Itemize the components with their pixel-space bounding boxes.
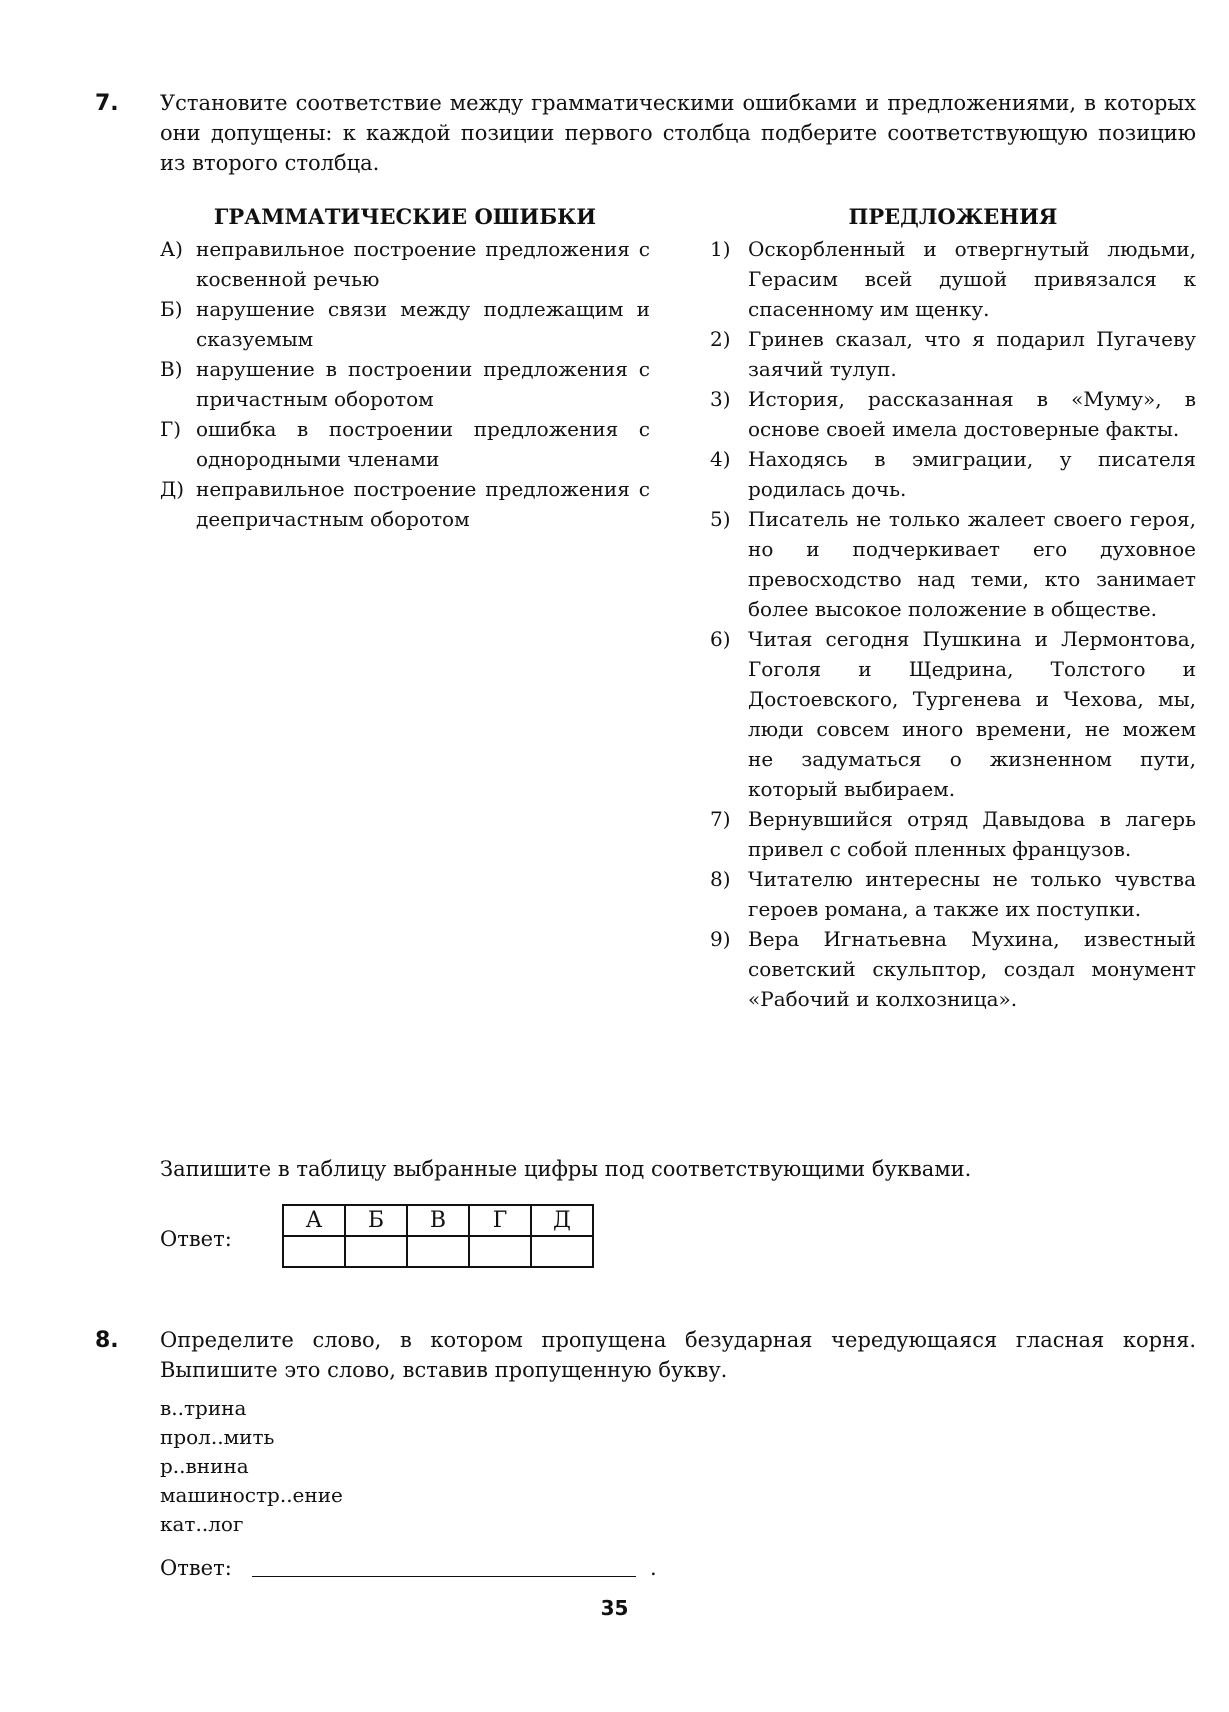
answer-table-header: Б: [345, 1205, 407, 1236]
sentence-text: Читателю интересны не только чувства героев романа, а также их поступки.: [748, 867, 1196, 921]
answer-line[interactable]: [252, 1576, 636, 1577]
sentence-label: 8): [710, 867, 731, 891]
sentence-item: [710, 864, 1196, 924]
answer-cell[interactable]: [407, 1236, 469, 1267]
task8-instruction: Определите слово, в котором пропущена безударная чередующаяся гласная корня. Выпишите это слово, вставив пропущенную букву.: [160, 1328, 1196, 1382]
task7-number: 7.: [95, 91, 119, 116]
answer-table-header: Д: [531, 1205, 593, 1236]
error-label: Д): [160, 477, 185, 501]
error-text: неправильное построение предложения с деепричастным оборотом: [196, 477, 650, 531]
sentence-item: [710, 804, 1196, 864]
answer-table-header: А: [283, 1205, 345, 1236]
sentence-label: 6): [710, 627, 731, 651]
answer-table-header-row: [283, 1205, 593, 1236]
error-label: Г): [160, 417, 182, 441]
sentence-text: Находясь в эмиграции, у писателя родилась дочь.: [748, 447, 1196, 501]
sentence-item: [710, 324, 1196, 384]
sentence-label: 1): [710, 237, 731, 261]
sentence-label: 5): [710, 507, 731, 531]
error-text: нарушение связи между подлежащим и сказуемым: [196, 297, 650, 351]
sentence-text: История, рассказанная в «Муму», в основе своей имела достоверные факты.: [748, 387, 1196, 441]
task8-answer-label: Ответ:: [160, 1556, 232, 1580]
sentence-item: [710, 624, 1196, 804]
sentence-item: [710, 384, 1196, 444]
word-item: машиностр..ение: [160, 1483, 343, 1507]
word-item: в..трина: [160, 1396, 247, 1420]
sentence-item: [710, 234, 1196, 324]
answer-end-period: .: [650, 1556, 657, 1580]
answer-cell[interactable]: [469, 1236, 531, 1267]
sentence-label: 7): [710, 807, 731, 831]
error-item: [160, 294, 650, 354]
sentence-label: 9): [710, 927, 731, 951]
errors-list: [160, 234, 650, 534]
sentence-label: 4): [710, 447, 731, 471]
error-item: [160, 354, 650, 414]
task8-number: 8.: [95, 1328, 119, 1353]
error-text: неправильное построение предложения с косвенной речью: [196, 237, 650, 291]
sentence-label: 3): [710, 387, 731, 411]
sentence-text: Гринев сказал, что я подарил Пугачеву заячий тулуп.: [748, 327, 1196, 381]
task7-instruction: Установите соответствие между грамматическими ошибками и предложениями, в которых они допущены: к каждой позиции первого столбца подберите соответствующую позицию из второго столбца.: [160, 91, 1196, 175]
error-label: В): [160, 357, 183, 381]
sentence-item: [710, 444, 1196, 504]
sentence-text: Вера Игнатьевна Мухина, известный советский скульптор, создал монумент «Рабочий и колхозница».: [748, 927, 1196, 1011]
sentences-header: ПРЕДЛОЖЕНИЯ: [848, 204, 1058, 229]
sentence-item: [710, 924, 1196, 1014]
error-label: Б): [160, 297, 183, 321]
error-item: [160, 414, 650, 474]
word-item: р..внина: [160, 1454, 249, 1478]
sentence-text: Вернувшийся отряд Давыдова в лагерь привел с собой пленных французов.: [748, 807, 1196, 861]
table-instruction: Запишите в таблицу выбранные цифры под соответствующими буквами.: [160, 1157, 972, 1181]
sentence-item: [710, 504, 1196, 624]
answer-table-header: В: [407, 1205, 469, 1236]
sentence-text: Оскорбленный и отвергнутый людьми, Герасим всей душой привязался к спасенному им щенку.: [748, 237, 1196, 321]
answer-table: [282, 1204, 594, 1268]
error-text: ошибка в построении предложения с однородными членами: [196, 417, 650, 471]
sentence-label: 2): [710, 327, 731, 351]
answer-table-header: Г: [469, 1205, 531, 1236]
word-item: прол..мить: [160, 1425, 275, 1449]
task7-answer-label: Ответ:: [160, 1227, 232, 1251]
answer-cell[interactable]: [531, 1236, 593, 1267]
answer-cell[interactable]: [283, 1236, 345, 1267]
word-list: [160, 1394, 343, 1539]
errors-header: ГРАММАТИЧЕСКИЕ ОШИБКИ: [213, 204, 597, 229]
answer-cell[interactable]: [345, 1236, 407, 1267]
error-item: [160, 474, 650, 534]
sentences-list: [710, 234, 1196, 1014]
error-label: А): [160, 237, 183, 261]
answer-table-input-row: [283, 1236, 593, 1267]
error-item: [160, 234, 650, 294]
error-text: нарушение в построении предложения с причастным оборотом: [196, 357, 650, 411]
page-number: 35: [600, 1596, 629, 1620]
word-item: кат..лог: [160, 1512, 244, 1536]
sentence-text: Писатель не только жалеет своего героя, но и подчеркивает его духовное превосходство над теми, кто занимает более высокое положение в обществе.: [748, 507, 1196, 621]
sentence-text: Читая сегодня Пушкина и Лермонтова, Гоголя и Щедрина, Толстого и Достоевского, Тургенева и Чехова, мы, люди совсем иного времени, не можем не задуматься о жизненном пути, который выбираем.: [748, 627, 1196, 801]
